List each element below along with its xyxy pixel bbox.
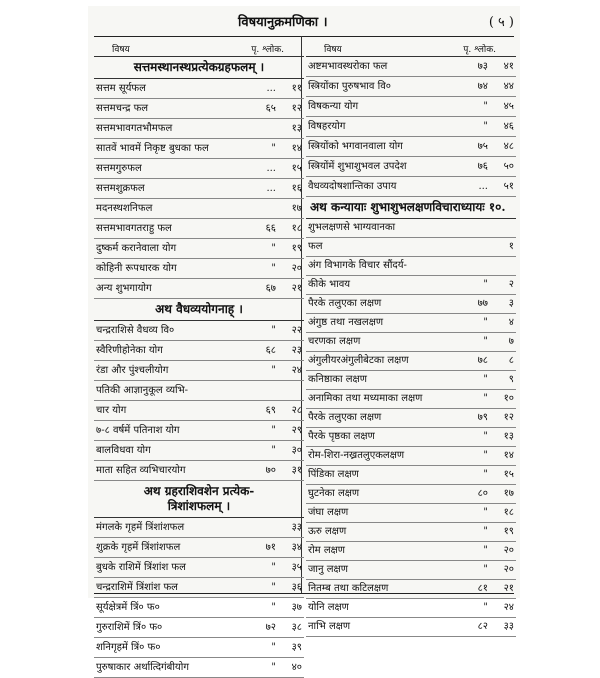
entry-page: " (483, 374, 488, 385)
entry-title: पैरके पृष्ठका लक्षण (308, 431, 375, 442)
subject-heading: विषय (324, 45, 342, 55)
entry-title: सत्तमचन्द्र फल (96, 103, 149, 114)
toc-entry (306, 137, 516, 157)
entry-verse: २१ (503, 583, 514, 594)
toc-entry (306, 352, 516, 371)
entry-page: " (271, 425, 276, 436)
entry-title: पुरुषाकार अर्थात्दिगंबीयोग (96, 662, 189, 673)
toc-entry (94, 538, 304, 558)
toc-entry (94, 421, 304, 441)
toc-entry (306, 295, 516, 314)
entry-title: पतिकी आज्ञानुकूल व्यभि- (96, 385, 189, 396)
entry-verse: १३ (291, 123, 302, 134)
entry-verse: ३८ (291, 622, 302, 633)
entry-page: " (483, 602, 488, 613)
toc-entry (94, 139, 304, 159)
section-heading: अथ ग्रहराशिवशेन प्रत्येक- त्रिशांशफलम् । (94, 481, 304, 518)
toc-list (94, 321, 304, 481)
entry-verse: १४ (503, 450, 514, 461)
entry-page: " (483, 101, 488, 112)
page-verse-heading: पृ. श्लोक. (463, 45, 496, 55)
entry-title: वैधव्यदोषशान्तिका उपाय (308, 181, 397, 192)
entry-verse: १३ (503, 431, 514, 442)
toc-entry (306, 276, 516, 295)
header-rule (94, 36, 514, 37)
entry-page: " (271, 642, 276, 653)
entry-page: ... (266, 163, 276, 174)
toc-entry (306, 580, 516, 599)
entry-page: " (271, 143, 276, 154)
entry-page: " (483, 393, 488, 404)
entry-page: " (483, 564, 488, 575)
section-heading: सत्तमस्थानस्थप्रत्येकग्रहफलम् । (94, 57, 304, 79)
entry-page: " (271, 602, 276, 613)
entry-verse: १६ (291, 183, 302, 194)
entry-page: " (271, 662, 276, 673)
entry-title: विषहरयोग (308, 121, 346, 132)
toc-entry (94, 159, 304, 179)
entry-title: रोम-शिरा-नख्रतलुएकलक्षण (308, 450, 405, 461)
toc-entry (306, 177, 516, 197)
entry-page: " (483, 317, 488, 328)
toc-entry (94, 259, 304, 279)
entry-verse: २० (291, 263, 302, 274)
entry-title: नाभि लक्षण (308, 621, 351, 632)
entry-verse: १२ (291, 103, 302, 114)
entry-verse: २४ (503, 602, 514, 613)
page-number: ( ५ ) (488, 15, 514, 30)
entry-page: " (483, 431, 488, 442)
toc-entry (306, 333, 516, 352)
entry-page: " (483, 279, 488, 290)
entry-verse: ९ (508, 374, 514, 385)
entry-verse: ३३ (291, 522, 302, 533)
entry-verse: २८ (291, 405, 302, 416)
entry-title: अंग विभागके विचार सौंदर्य- (308, 260, 407, 271)
entry-title: चन्द्रराशिमें त्रिंशांश फल (96, 582, 178, 593)
entry-page: ७७ (477, 298, 488, 309)
entry-title: शुभलक्षणसे भाग्यवानका (308, 222, 396, 233)
entry-title: बालविधवा योग (96, 445, 151, 456)
toc-entry (306, 77, 516, 97)
entry-verse: ३१ (291, 465, 302, 476)
entry-verse: ५० (503, 161, 514, 172)
toc-entry (306, 561, 516, 580)
entry-title: पिंडिका लक्षण (308, 469, 359, 480)
entry-title: स्वैरिणीहोनेका योग (96, 345, 163, 356)
entry-page: ... (266, 183, 276, 194)
toc-list (306, 219, 516, 637)
toc-entry (94, 179, 304, 199)
entry-page: " (483, 336, 488, 347)
entry-verse: ३६ (291, 582, 302, 593)
entry-title: कोहिनी रूपधारक योग (96, 263, 177, 274)
entry-verse: २९ (291, 425, 302, 436)
entry-page: ... (266, 83, 276, 94)
entry-page: ६८ (265, 345, 276, 356)
entry-page: " (271, 325, 276, 336)
entry-page: " (271, 562, 276, 573)
entry-verse: ५१ (503, 181, 514, 192)
toc-entry (306, 390, 516, 409)
toc-entry (306, 485, 516, 504)
toc-entry (306, 57, 516, 77)
toc-entry (306, 97, 516, 117)
entry-title: स्त्रियोंका पुरुषभाव वि० (308, 81, 391, 92)
entry-title: अंगुष्ठ तथा नखलक्षण (308, 317, 384, 328)
entry-title: योनि लक्षण (308, 602, 349, 613)
entry-title: माता सहित व्यभिचारयोग (96, 465, 186, 476)
entry-verse: १७ (503, 488, 514, 499)
toc-entry (306, 314, 516, 333)
entry-title: सत्तम सूर्यफल (96, 83, 146, 94)
entry-title: सूर्यक्षेत्रमें त्रिं० फ० (96, 602, 160, 613)
entry-page: " (271, 582, 276, 593)
entry-title: अष्टमभावस्थरोका फल (308, 61, 388, 72)
entry-page: ७० (265, 465, 276, 476)
entry-title: सत्तमगुरुफल (96, 163, 142, 174)
entry-verse: २२ (291, 325, 302, 336)
toc-entry (94, 461, 304, 481)
entry-verse: १४ (291, 143, 302, 154)
entry-verse: ४१ (503, 61, 514, 72)
entry-verse: १० (503, 393, 514, 404)
toc-entry (94, 79, 304, 99)
entry-verse: २३ (291, 345, 302, 356)
toc-entry (94, 119, 304, 139)
entry-verse: १५ (291, 163, 302, 174)
entry-title: स्त्रियोंको भगवानवाला योग (308, 141, 403, 152)
entry-page: ८२ (477, 621, 488, 632)
right-column (306, 40, 516, 637)
entry-title: ऊरु लक्षण (308, 526, 347, 537)
entry-page: " (483, 526, 488, 537)
entry-page: " (271, 263, 276, 274)
toc-entry (94, 518, 304, 538)
toc-entry (94, 99, 304, 119)
entry-title: रंडा और पुंश्चलीयोग (96, 365, 169, 376)
entry-title: मंगलके गृहमें त्रिंशांशफल (96, 522, 185, 533)
toc-entry (306, 257, 516, 276)
toc-entry (94, 618, 304, 638)
entry-title: चन्द्रराशिसे वैधव्य वि० (96, 325, 175, 336)
entry-page: ७९ (477, 412, 488, 423)
entry-verse: ४५ (503, 101, 514, 112)
toc-entry (306, 219, 516, 238)
entry-title: सत्तमभावगतराहु फल (96, 223, 172, 234)
toc-entry (306, 447, 516, 466)
entry-verse: १७ (291, 203, 302, 214)
toc-entry (94, 219, 304, 239)
entry-title: अन्य शुभगायोग (96, 283, 152, 294)
entry-title: स्त्रियोंमें शुभाशुभवल उपदेश (308, 161, 407, 172)
toc-entry (306, 618, 516, 637)
entry-verse: १८ (503, 507, 514, 518)
entry-verse: १९ (291, 243, 302, 254)
toc-entry (306, 238, 516, 257)
entry-verse: ८ (508, 355, 514, 366)
entry-page: ६६ (265, 223, 276, 234)
entry-title: फल (308, 241, 323, 252)
entry-title: जंघा लक्षण (308, 507, 349, 518)
toc-entry (94, 658, 304, 678)
entry-verse: ११ (291, 83, 302, 94)
entry-page: " (271, 445, 276, 456)
right-column-header (306, 40, 516, 57)
entry-title: घुटनेका लक्षण (308, 488, 360, 499)
entry-title: पैरके तलुएका लक्षण (308, 412, 382, 423)
toc-entry (306, 428, 516, 447)
entry-title: कनिष्ठाका लक्षण (308, 374, 367, 385)
entry-verse: १८ (291, 223, 302, 234)
entry-verse: ३७ (291, 602, 302, 613)
document-page (88, 6, 520, 673)
entry-verse: ३९ (291, 642, 302, 653)
entry-page: ६७ (265, 283, 276, 294)
toc-entry (306, 504, 516, 523)
toc-entry (94, 558, 304, 578)
toc-entry (94, 199, 304, 219)
entry-verse: ४६ (503, 121, 514, 132)
entry-title: रोम लक्षण (308, 545, 346, 556)
entry-title: दुष्कर्म करानेवाला योग (96, 243, 177, 254)
entry-title: अंगुलीयरअंगुलीबेटका लक्षण (308, 355, 409, 366)
entry-page: ६९ (265, 405, 276, 416)
toc-entry (306, 117, 516, 137)
entry-title: अनामिका तथा मध्यमाका लक्षण (308, 393, 423, 404)
entry-verse: ३३ (503, 621, 514, 632)
entry-title: चरणका लक्षण (308, 336, 361, 347)
toc-entry (306, 466, 516, 485)
toc-entry (306, 157, 516, 177)
entry-verse: ४ (508, 317, 514, 328)
entry-title: मदनस्थशनिफल (96, 203, 153, 214)
entry-verse: ३५ (291, 562, 302, 573)
entry-page: " (483, 121, 488, 132)
toc-list (94, 518, 304, 678)
entry-title: सत्तमभावगतभौमफल (96, 123, 173, 134)
entry-page: ८१ (477, 583, 488, 594)
entry-verse: ४८ (503, 141, 514, 152)
entry-verse: २० (503, 564, 514, 575)
entry-verse: ४० (291, 662, 302, 673)
entry-page: ७२ (265, 622, 276, 633)
toc-entry (306, 409, 516, 428)
entry-title: शनिगृहमें त्रिं० फ० (96, 642, 161, 653)
toc-entry (94, 441, 304, 461)
toc-entry (94, 341, 304, 361)
entry-page: " (483, 450, 488, 461)
toc-list (94, 79, 304, 299)
entry-title: विषकन्या योग (308, 101, 359, 112)
entry-title: पैरके तलुएका लक्षण (308, 298, 382, 309)
entry-title: सातवें भावमें निकृष्ट बुधका फल (96, 143, 209, 154)
toc-list (306, 57, 516, 197)
toc-entry (94, 361, 304, 381)
entry-page: ८० (477, 488, 488, 499)
chapter-heading: अथ कन्यायाः शुभाशुभलक्षणविचाराध्यायः १०. (306, 197, 516, 219)
entry-verse: ४४ (503, 81, 514, 92)
entry-title: कीके भावय (308, 279, 351, 290)
entry-page: ७८ (477, 355, 488, 366)
entry-verse: ३४ (291, 542, 302, 553)
entry-page: " (483, 507, 488, 518)
toc-entry (94, 239, 304, 259)
entry-verse: २१ (291, 283, 302, 294)
entry-verse: १९ (503, 526, 514, 537)
entry-title: चार योग (96, 405, 127, 416)
entry-title: सत्तमशुक्रफल (96, 183, 145, 194)
entry-verse: ७ (508, 336, 514, 347)
toc-entry (306, 599, 516, 618)
toc-entry (94, 401, 304, 421)
page-header (88, 6, 520, 34)
toc-entry (94, 381, 304, 401)
entry-verse: १ (508, 241, 514, 252)
entry-title: नितम्ब तथा कटिलक्षण (308, 583, 389, 594)
entry-title: बुधके राशिमें त्रिंशांश फल (96, 562, 186, 573)
left-column-header (94, 40, 304, 57)
entry-title: गुरुराशिमें त्रिं० फ० (96, 622, 163, 633)
entry-page: ७६ (477, 161, 488, 172)
entry-verse: १२ (503, 412, 514, 423)
entry-page: " (483, 545, 488, 556)
footer-rule (94, 593, 514, 594)
page-title: विषयानुक्रमणिका । (238, 15, 328, 30)
entry-verse: २० (503, 545, 514, 556)
toc-entry (94, 321, 304, 341)
entry-page: ७१ (265, 542, 276, 553)
toc-entry (94, 638, 304, 658)
page-verse-heading: पृ. श्लोक. (251, 45, 284, 55)
toc-entry (94, 279, 304, 299)
entry-verse: ३० (291, 445, 302, 456)
subject-heading: विषय (112, 45, 130, 55)
entry-title: ७-८ वर्षमें पतिनाश योग (96, 425, 180, 436)
toc-entry (94, 578, 304, 598)
left-column (94, 40, 304, 678)
entry-page: ... (478, 181, 488, 192)
entry-page: ६५ (265, 103, 276, 114)
entry-page: " (271, 365, 276, 376)
entry-page: ७५ (477, 141, 488, 152)
entry-page: ७३ (477, 61, 488, 72)
section-heading: अथ वैधव्ययोगनाह् । (94, 299, 304, 321)
entry-page: " (483, 469, 488, 480)
entry-verse: २४ (291, 365, 302, 376)
toc-entry (94, 598, 304, 618)
entry-verse: १५ (503, 469, 514, 480)
entry-page: ७४ (477, 81, 488, 92)
toc-entry (306, 542, 516, 561)
entry-title: जानु लक्षण (308, 564, 348, 575)
toc-entry (306, 523, 516, 542)
entry-page: " (271, 243, 276, 254)
entry-title: शुक्रके गृहमें त्रिंशांशफल (96, 542, 181, 553)
entry-verse: ३ (508, 298, 514, 309)
toc-entry (306, 371, 516, 390)
entry-verse: २ (508, 279, 514, 290)
